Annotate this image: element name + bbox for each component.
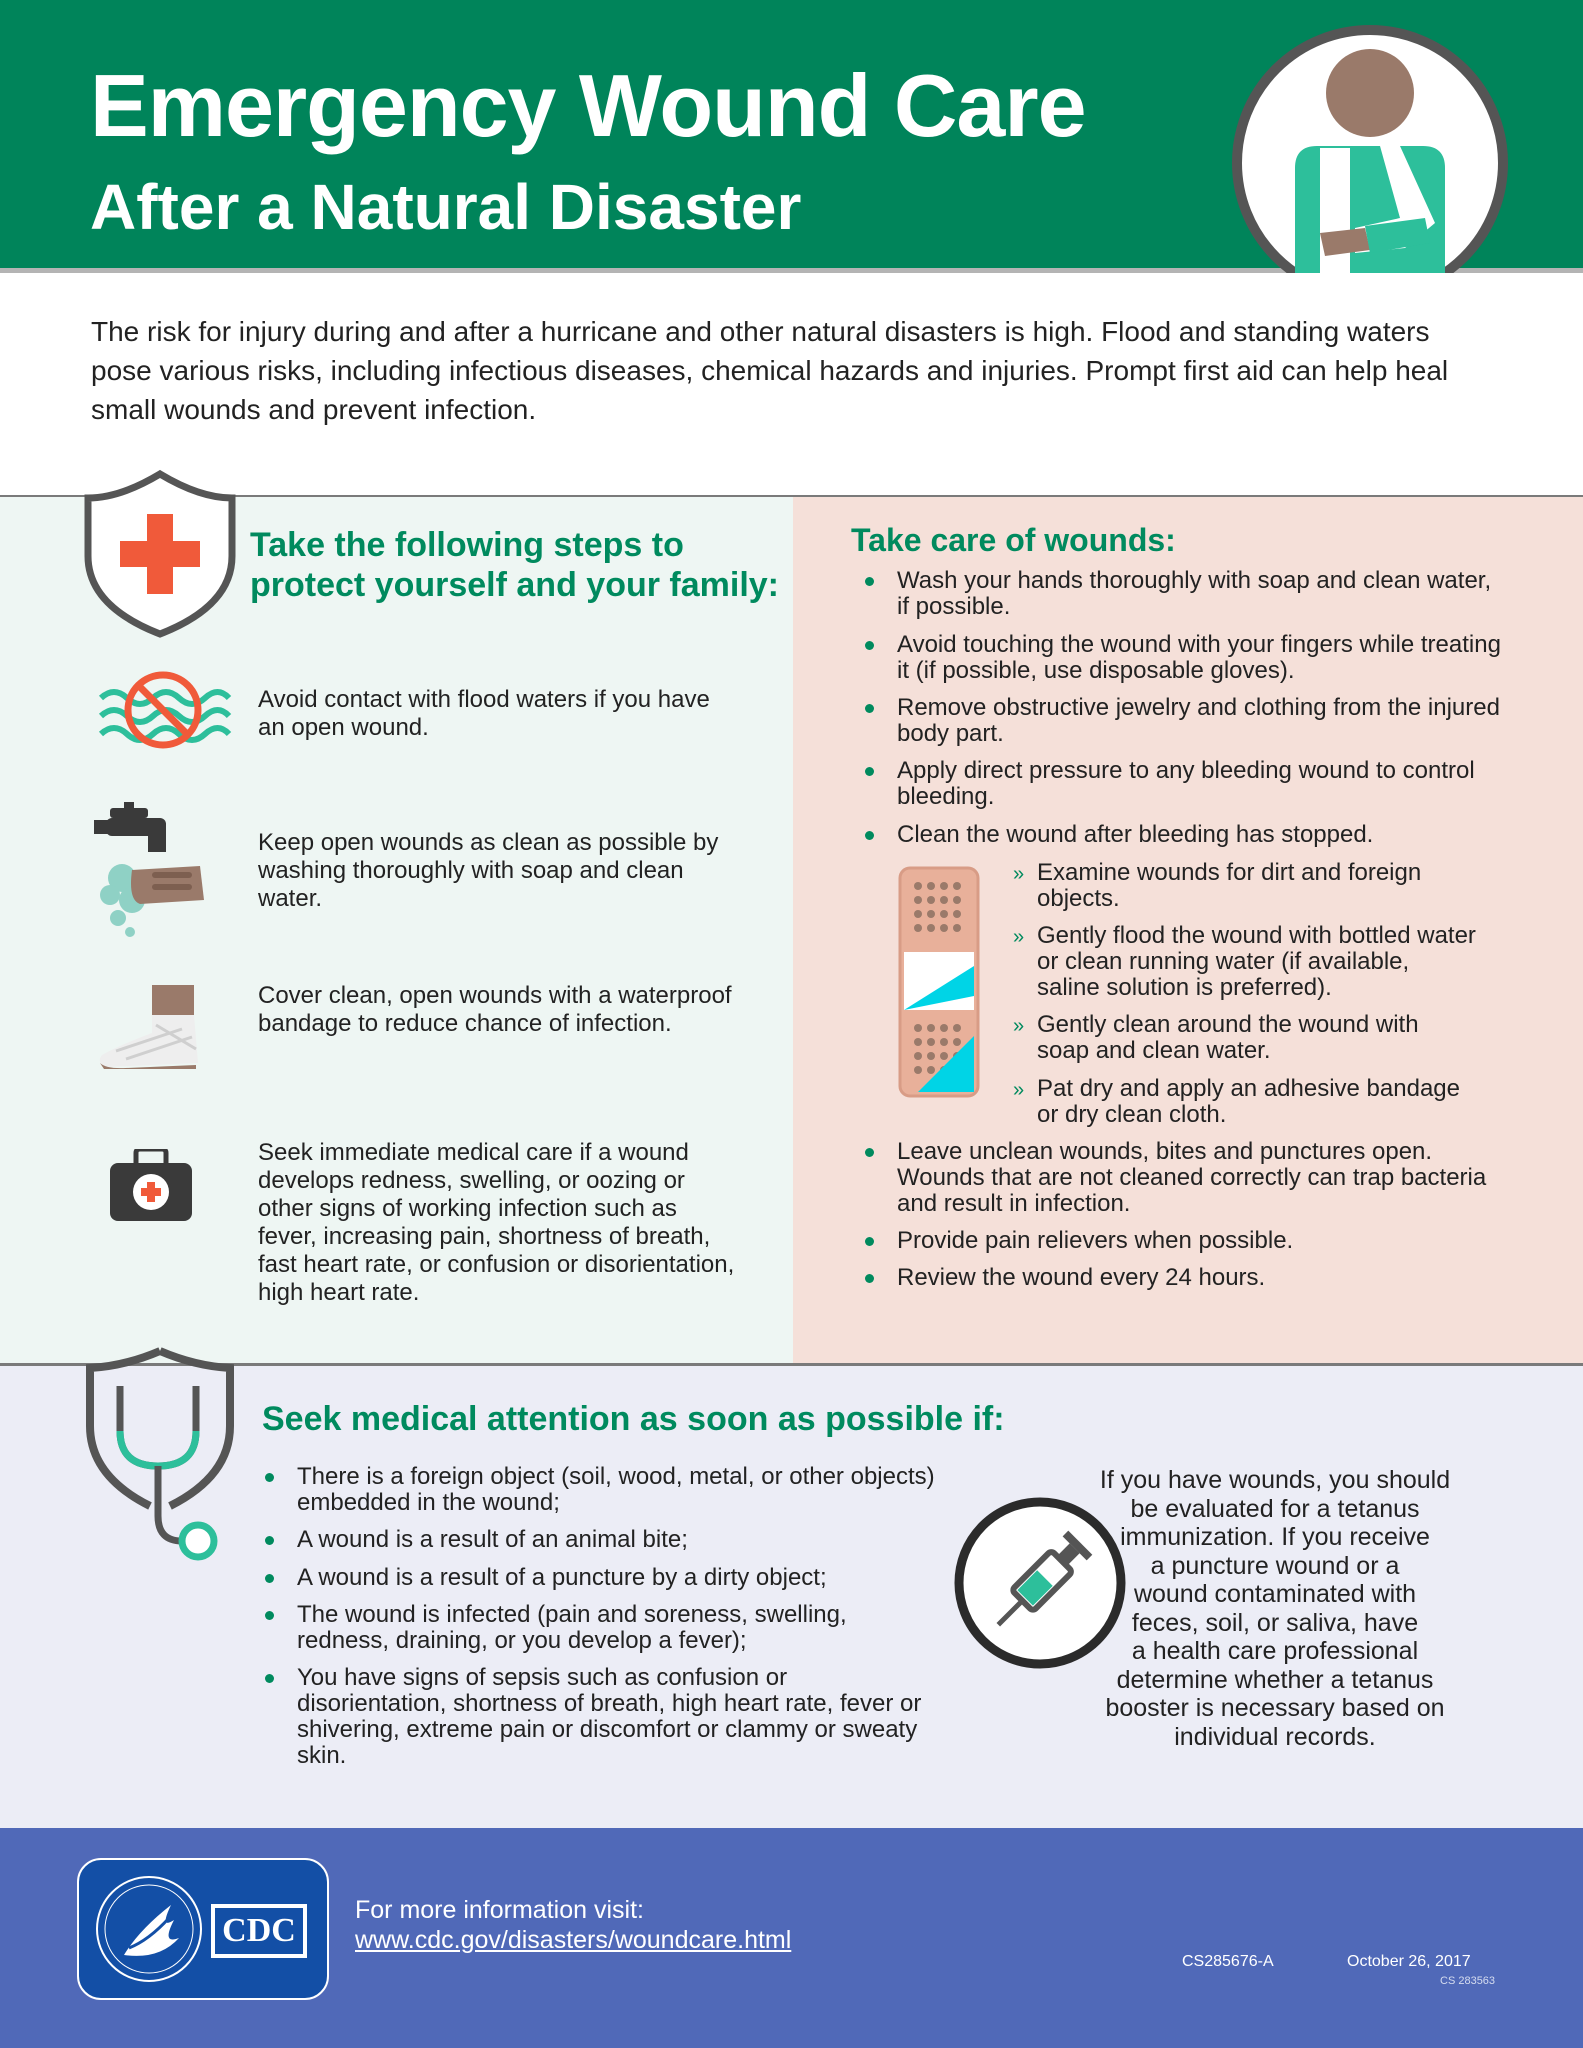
care-sub-bullet: » Pat dry and apply an adhesive bandage or dry clean cloth.	[1013, 1075, 1460, 1128]
seek-bullet: A wound is a result of an animal bite;	[297, 1527, 937, 1553]
no-flood-water-icon	[97, 668, 232, 758]
page-title: Emergency Wound Care	[90, 56, 1086, 155]
stethoscope-icon	[80, 1346, 240, 1576]
protect-heading: Take the following steps to protect yourself and your family:	[250, 526, 779, 604]
more-info-label: For more information visit:	[355, 1896, 644, 1924]
seek-bullet: There is a foreign object (soil, wood, metal, or other objects) embedded in the wound;	[297, 1464, 937, 1516]
step-text-cover: Cover clean, open wounds with a waterproof bandage to reduce chance of infection.	[258, 982, 732, 1037]
secondary-code: CS 283563	[1440, 1975, 1496, 1987]
hand-washing-icon	[92, 800, 217, 945]
seek-heading: Seek medical attention as soon as possible if:	[262, 1400, 1005, 1438]
injured-person-icon	[1225, 18, 1515, 273]
seek-bullet: A wound is a result of a puncture by a dirty object;	[297, 1565, 937, 1591]
cdc-logo-text: CDC	[222, 1912, 296, 1949]
tetanus-paragraph: If you have wounds, you should be evaluated for a tetanus immunization. If you receive a puncture wound or a wound contaminated with feces, soil, or saliva, have a health care professional determine whether a tetanus booster is necessary based on individual records.	[1099, 1466, 1451, 1751]
care-bullet: Clean the wound after bleeding has stopped.	[897, 822, 1507, 848]
step-text-seek-care: Seek immediate medical care if a wound develops redness, swelling, or oozing or other signs of working infection such as fever, increasing pain, shortness of breath, fast heart rate, or confusion or disorientation, high heart rate.	[258, 1139, 735, 1306]
care-heading: Take care of wounds:	[851, 522, 1176, 558]
step-text-wash: Keep open wounds as clean as possible by washing thoroughly with soap and clean water.	[258, 829, 719, 912]
bandaged-foot-icon	[96, 985, 208, 1075]
care-bullet: Remove obstructive jewelry and clothing from the injured body part.	[897, 695, 1507, 747]
page-subtitle: After a Natural Disaster	[90, 171, 802, 243]
care-bullet: Leave unclean wounds, bites and punctures open. Wounds that are not cleaned correctly can trap bacteria and result in infection.	[897, 1139, 1507, 1217]
cdc-logo	[77, 1858, 329, 2000]
adhesive-bandage-icon	[898, 866, 980, 1103]
seek-bullet: The wound is infected (pain and soreness, swelling, redness, draining, or you develop a fever);	[297, 1602, 937, 1654]
care-bullet: Review the wound every 24 hours.	[897, 1265, 1507, 1291]
care-bullet: Apply direct pressure to any bleeding wound to control bleeding.	[897, 758, 1507, 810]
first-aid-kit-icon	[110, 1149, 192, 1226]
care-sub-bullet: » Examine wounds for dirt and foreign objects.	[1013, 859, 1422, 912]
intro-paragraph: The risk for injury during and after a hurricane and other natural disasters is high. Flood and standing waters pose various risks, including infectious diseases, chemical hazards and injuries. Prompt first aid can help heal small wounds and prevent infection.	[91, 316, 1449, 425]
care-bullet: Wash your hands thoroughly with soap and clean water, if possible.	[897, 568, 1507, 620]
more-info-link[interactable]: www.cdc.gov/disasters/woundcare.html	[355, 1926, 792, 1954]
care-sub-bullet: » Gently clean around the wound with soap and clean water.	[1013, 1011, 1419, 1064]
publication-date: October 26, 2017	[1347, 1953, 1471, 1970]
shield-cross-icon	[80, 466, 240, 646]
step-text-flood: Avoid contact with flood waters if you have an open wound.	[258, 686, 710, 741]
care-bullet: Avoid touching the wound with your fingers while treating it (if possible, use disposable gloves).	[897, 632, 1507, 684]
care-sub-bullet: » Gently flood the wound with bottled water or clean running water (if available, saline solution is preferred).	[1013, 922, 1476, 1001]
seek-bullet: You have signs of sepsis such as confusion or disorientation, shortness of breath, high heart rate, fever or shivering, extreme pain or discomfort or clammy or sweaty skin.	[297, 1665, 937, 1769]
care-bullet: Provide pain relievers when possible.	[897, 1228, 1507, 1254]
publication-code: CS285676-A	[1182, 1953, 1274, 1970]
